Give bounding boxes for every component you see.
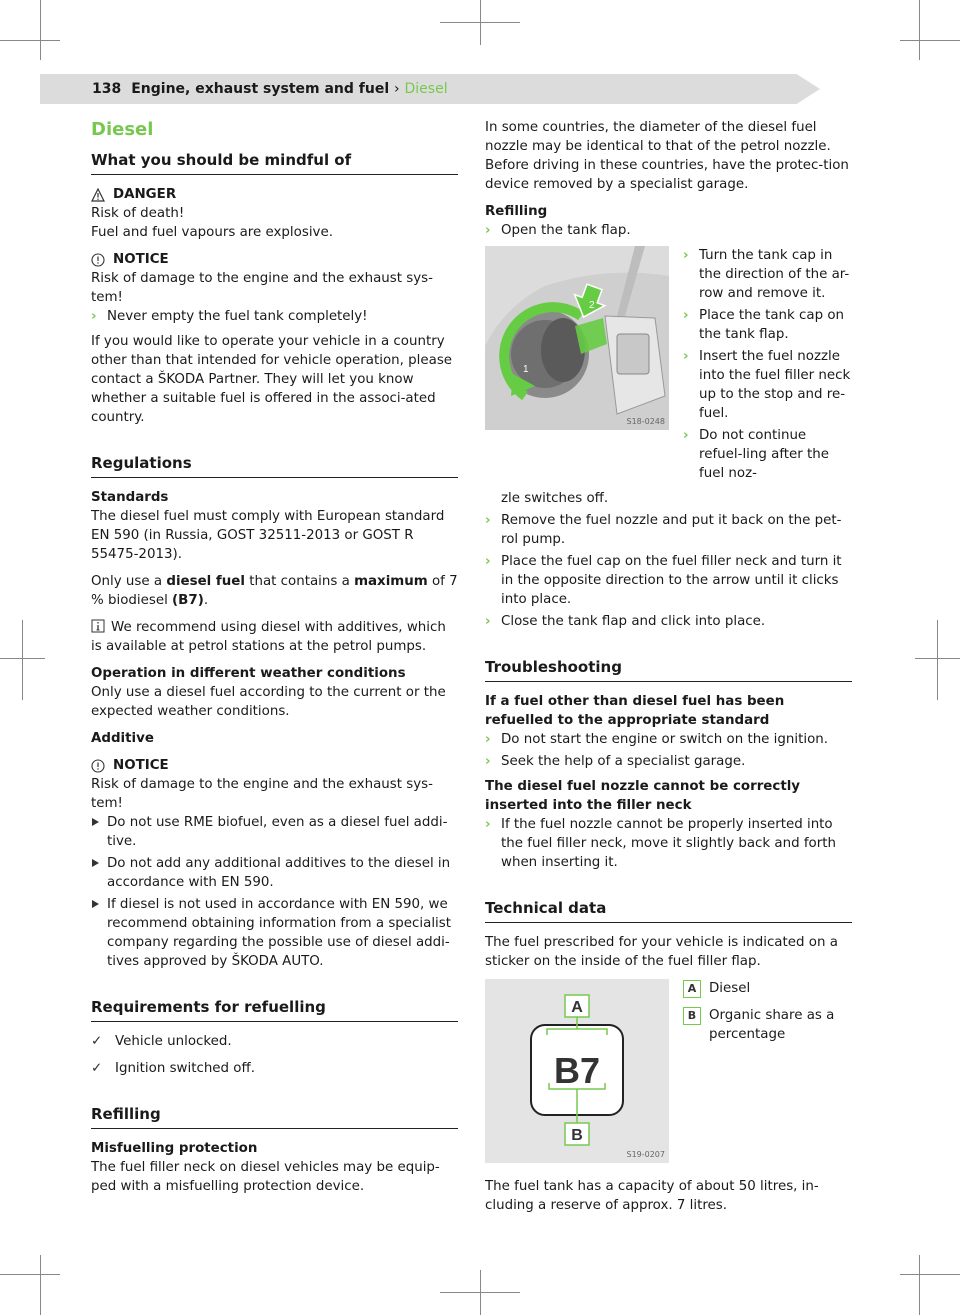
step-continuation: zle switches off. xyxy=(501,491,609,506)
refuel-steps-beside xyxy=(683,246,852,489)
notice-label-1: NOTICE xyxy=(113,252,169,267)
weather-text: Only use a diesel fuel according to the current or the expected weather conditions. xyxy=(91,685,446,719)
list-item-text: Vehicle unlocked. xyxy=(115,1034,232,1049)
intro-paragraph: If you would like to operate your vehicle in a country other than that intended for vehicle operation, please contact a ŠKODA Partner. They will let you know whether a suitable fuel is offered in the associ-ated country. xyxy=(91,334,453,425)
figure-code: S19-0207 xyxy=(626,1150,665,1159)
text-run-bold: diesel fuel xyxy=(166,574,245,589)
notice-block-1 xyxy=(91,250,458,326)
list-item xyxy=(683,347,852,423)
notice-text-1: Risk of damage to the engine and the exhaust sys-tem! xyxy=(91,271,433,305)
chevron-right-icon: › xyxy=(485,817,491,832)
triangle-bullet-icon xyxy=(92,900,99,908)
breadcrumb-parent[interactable]: Engine, exhaust system and fuel xyxy=(131,81,390,97)
fuel-sticker-illustration xyxy=(485,979,669,1163)
notice-label-2: NOTICE xyxy=(113,758,169,773)
text-run: . xyxy=(203,593,209,608)
list-item xyxy=(485,815,852,872)
list-item xyxy=(91,1059,458,1078)
refilling-label: Refilling xyxy=(485,204,548,219)
list-item-text: Close the tank flap and click into place. xyxy=(501,614,766,629)
triangle-bullet-icon xyxy=(92,818,99,826)
list-item-text: Ignition switched off. xyxy=(115,1061,255,1076)
info-circle-icon xyxy=(91,253,105,267)
info-paragraph xyxy=(91,618,458,656)
legend-text: Diesel xyxy=(709,981,751,996)
list-item xyxy=(485,221,852,240)
danger-label: DANGER xyxy=(113,187,177,202)
troubleshoot-label-1: If a fuel other than diesel fuel has been refuelled to the appropriate standard xyxy=(485,694,785,728)
sticker-main-text: B7 xyxy=(553,1050,601,1091)
notice-text-2: Risk of damage to the engine and the exhaust sys-tem! xyxy=(91,777,433,811)
chevron-right-icon: › xyxy=(683,349,689,364)
section-heading-requirements: Requirements for refuelling xyxy=(91,997,458,1022)
notice-list-1 xyxy=(91,307,458,326)
figure-number-2: 2 xyxy=(589,300,595,311)
notice-heading-1 xyxy=(91,250,458,269)
list-item-text: Remove the fuel nozzle and put it back on the pet-rol pump. xyxy=(501,513,842,547)
section-heading-technical-data: Technical data xyxy=(485,898,852,923)
troubleshoot-list-1 xyxy=(485,730,852,771)
weather-label: Operation in different weather conditions xyxy=(91,666,406,681)
list-item xyxy=(485,511,852,549)
checkmark-icon: ✓ xyxy=(91,1034,103,1049)
section-heading-refilling: Refilling xyxy=(91,1104,458,1129)
text-run-bold: (B7) xyxy=(172,593,204,608)
warning-triangle-icon xyxy=(91,188,105,202)
legend-item xyxy=(683,1006,852,1044)
sticker-label-a: A xyxy=(571,999,583,1016)
list-item xyxy=(485,612,852,631)
list-item-text: Open the tank flap. xyxy=(501,223,631,238)
chevron-right-icon: › xyxy=(485,554,491,569)
list-item-text: Turn the tank cap in the direction of the ar-row and remove it. xyxy=(699,248,850,301)
breadcrumb-separator: › xyxy=(394,81,400,97)
list-item xyxy=(683,306,852,344)
tank-cap-illustration xyxy=(485,246,669,430)
legend-key: A xyxy=(683,980,701,998)
list-item xyxy=(485,552,852,609)
list-item xyxy=(485,752,852,771)
list-item-text: Do not start the engine or switch on the ignition. xyxy=(501,732,829,747)
tech-paragraph: The fuel prescribed for your vehicle is indicated on a sticker on the inside of the fuel filler flap. xyxy=(485,935,838,969)
notice-heading-2 xyxy=(91,756,458,775)
figure-number-1: 1 xyxy=(523,364,529,375)
fuel-sticker-figure xyxy=(485,979,669,1163)
section-heading-mindful: What you should be mindful of xyxy=(91,150,458,175)
troubleshoot-label-2: The diesel fuel nozzle cannot be correctly inserted into the filler neck xyxy=(485,779,801,813)
list-item xyxy=(485,730,852,749)
list-item xyxy=(91,307,458,326)
right-column xyxy=(485,118,852,1223)
notice-block-2 xyxy=(91,756,458,971)
list-item-text: Insert the fuel nozzle into the fuel filler neck up to the stop and re-fuel. xyxy=(699,349,851,421)
info-note-icon xyxy=(91,619,105,633)
list-item-text: Do not add any additional additives to the diesel in accordance with EN 590. xyxy=(107,856,451,890)
additive-label: Additive xyxy=(91,731,154,746)
refilling-steps-bottom xyxy=(485,511,852,631)
list-item-text: Never empty the fuel tank completely! xyxy=(107,309,368,324)
text-run-bold: maximum xyxy=(354,574,428,589)
list-item-text: If diesel is not used in accordance with EN 590, we recommend obtaining information from a specialist company regarding the possible use of diesel addi-tives approved by ŠKODA AUTO. xyxy=(107,897,451,969)
danger-block xyxy=(91,185,458,242)
chevron-right-icon: › xyxy=(91,309,97,324)
notice-list-2 xyxy=(91,813,458,971)
info-text: We recommend using diesel with additives, which is available at petrol stations at the petrol pumps. xyxy=(91,620,446,654)
danger-line-1: Risk of death! xyxy=(91,206,185,221)
chevron-right-icon: › xyxy=(683,248,689,263)
misfuel-label: Misfuelling protection xyxy=(91,1141,258,1156)
chevron-right-icon: › xyxy=(485,732,491,747)
page-number: 138 xyxy=(92,81,122,97)
list-item xyxy=(91,854,458,892)
list-item-text: If the fuel nozzle cannot be properly inserted into the fuel filler neck, move it slightly back and forth when inserting it. xyxy=(501,817,836,870)
triangle-bullet-icon xyxy=(92,859,99,867)
tank-cap-figure xyxy=(485,246,669,430)
chevron-right-icon: › xyxy=(485,614,491,629)
legend-item xyxy=(683,979,852,998)
only-use-paragraph xyxy=(91,572,458,610)
figure-code: S18-0248 xyxy=(626,417,665,426)
refilling-steps-top xyxy=(485,221,852,240)
chevron-right-icon: › xyxy=(485,513,491,528)
list-item-text: Place the tank cap on the tank flap. xyxy=(699,308,845,342)
sticker-figure-row xyxy=(485,979,852,1163)
chevron-right-icon: › xyxy=(683,308,689,323)
refuel-steps-list xyxy=(683,246,852,483)
list-item xyxy=(91,813,458,851)
page-title: Diesel xyxy=(91,119,154,140)
misfuel-text: The fuel filler neck on diesel vehicles may be equip-ped with a misfuelling protection device. xyxy=(91,1160,440,1194)
danger-line-2: Fuel and fuel vapours are explosive. xyxy=(91,225,333,240)
sticker-label-b: B xyxy=(571,1127,583,1144)
chevron-right-icon: › xyxy=(683,428,689,443)
sticker-legend xyxy=(683,979,852,1163)
legend-key: B xyxy=(683,1007,701,1025)
list-item-text: Do not use RME biofuel, even as a diesel fuel addi-tive. xyxy=(107,815,448,849)
chevron-right-icon: › xyxy=(485,223,491,238)
requirements-list xyxy=(91,1032,458,1078)
list-item xyxy=(91,895,458,971)
checkmark-icon: ✓ xyxy=(91,1061,103,1076)
chevron-right-icon: › xyxy=(485,754,491,769)
danger-heading xyxy=(91,185,458,204)
right-intro: In some countries, the diameter of the diesel fuel nozzle may be identical to that of the petrol nozzle. Before driving in these countries, have the protec-tion device removed by a specialist garage. xyxy=(485,120,849,192)
list-item-text: Place the fuel cap on the fuel filler neck and turn it in the opposite direction to the arrow until it clicks into place. xyxy=(501,554,842,607)
info-circle-icon xyxy=(91,759,105,773)
text-run: Only use a xyxy=(91,574,167,589)
section-heading-regulations: Regulations xyxy=(91,453,458,478)
breadcrumb-current[interactable]: Diesel xyxy=(404,81,448,97)
capacity-paragraph: The fuel tank has a capacity of about 50 litres, in-cluding a reserve of approx. 7 litres. xyxy=(485,1179,819,1213)
list-item xyxy=(683,426,852,483)
breadcrumb xyxy=(92,80,448,99)
list-item-text: Seek the help of a specialist garage. xyxy=(501,754,746,769)
standards-label: Standards xyxy=(91,490,169,505)
standards-text: The diesel fuel must comply with European standard EN 590 (in Russia, GOST 32511-2013 or GOST R 55475-2013). xyxy=(91,509,445,562)
list-item xyxy=(91,1032,458,1051)
list-item xyxy=(683,246,852,303)
troubleshoot-list-2 xyxy=(485,815,852,872)
refuel-figure-row xyxy=(485,246,852,489)
legend-text: Organic share as a percentage xyxy=(709,1008,835,1042)
text-run: that contains a xyxy=(244,574,355,589)
left-column xyxy=(91,118,458,1204)
list-item-text: Do not continue refuel-ling after the fuel noz- xyxy=(699,428,830,481)
text-run: of 7 % biodiesel xyxy=(91,574,458,608)
section-heading-troubleshooting: Troubleshooting xyxy=(485,657,852,682)
